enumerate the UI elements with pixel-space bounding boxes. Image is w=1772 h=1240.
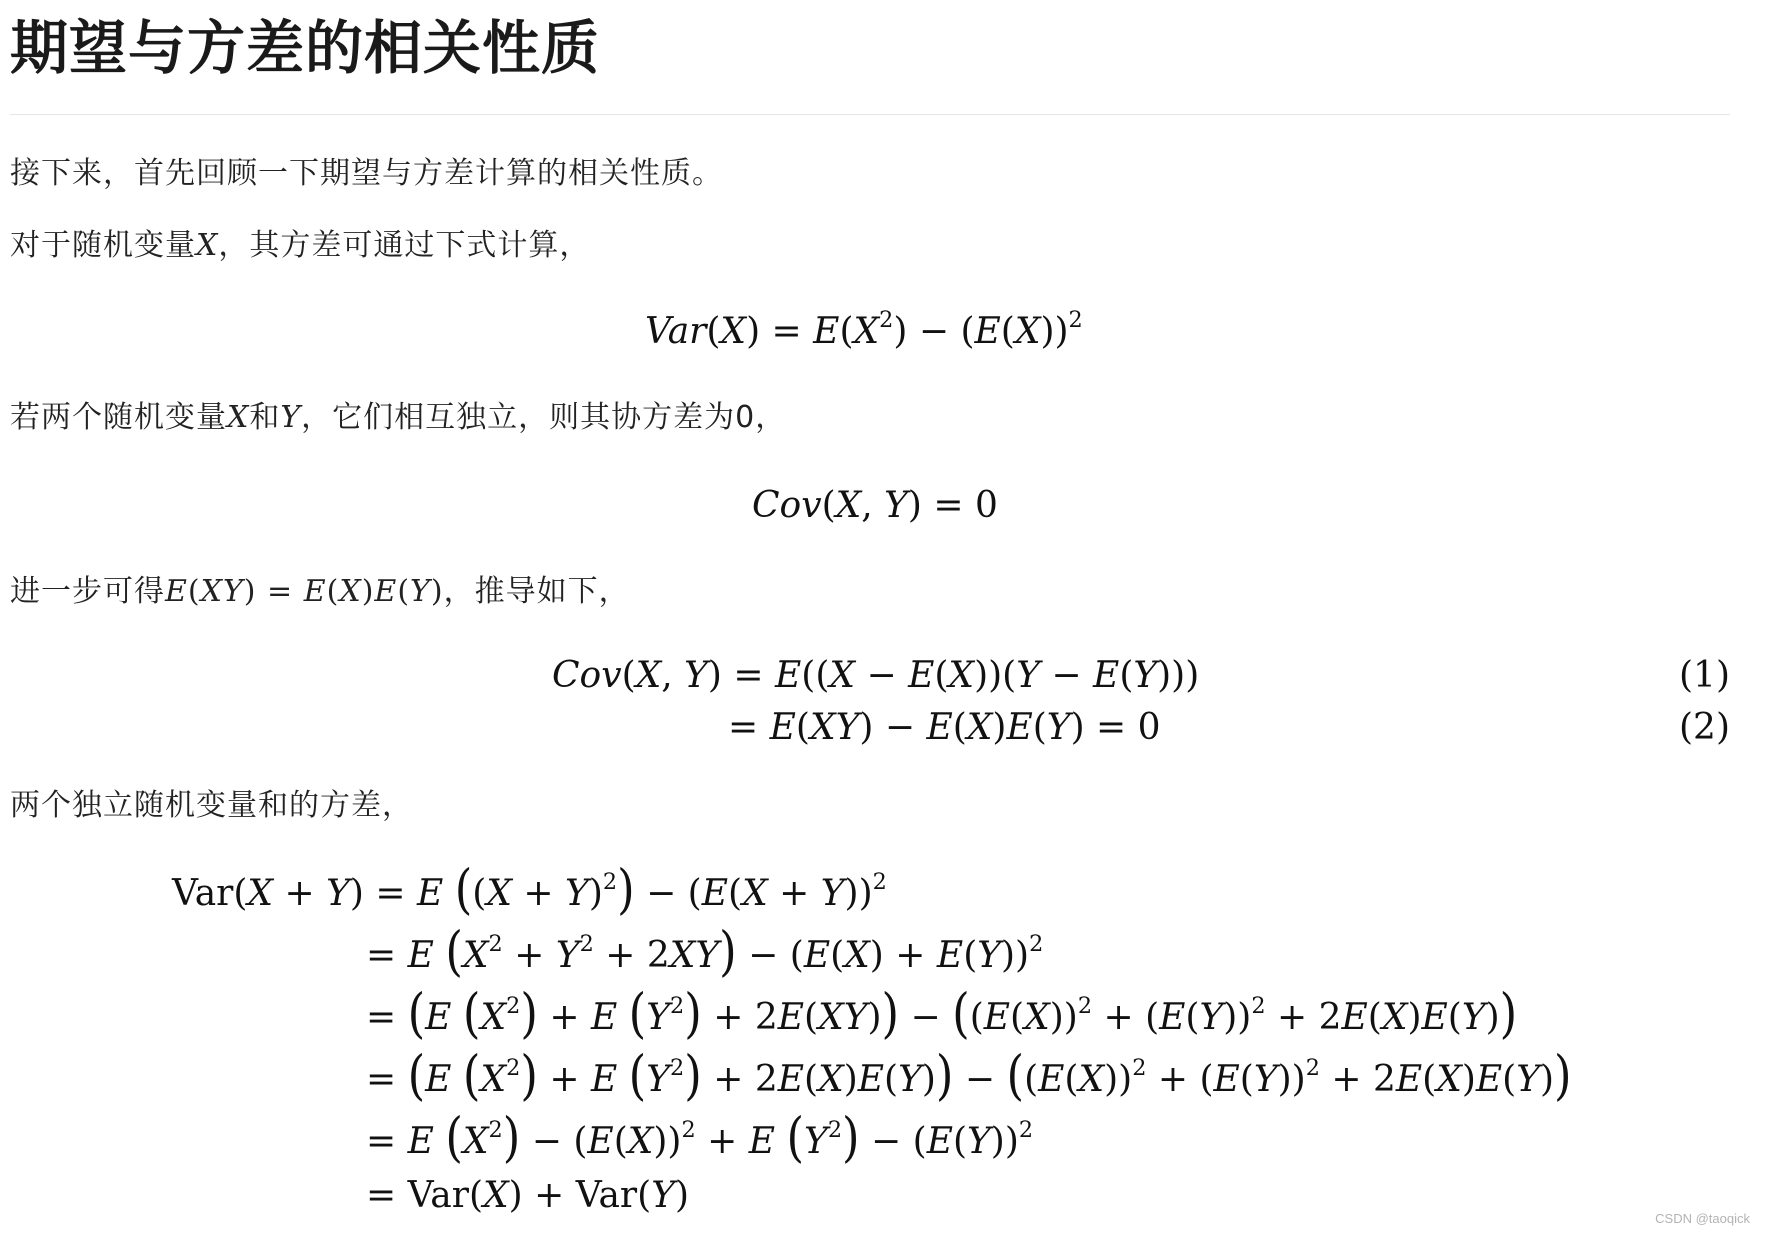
math-var-x: X [196, 228, 219, 263]
text: 若两个随机变量 [10, 400, 227, 435]
math-var-y: Y [280, 400, 302, 435]
sum-variance-line-1: Var(X + Y) = E $((X + Y)^2) - (E(X + Y))^2$ [172, 858, 887, 921]
math-var-x: X [227, 400, 250, 435]
intro-paragraph: 接下来，首先回顾一下期望与方差计算的相关性质。 [10, 156, 723, 191]
sum-variance-line-5: = E $(X^2) - (E(X))^2 + E$ $(Y^2) - (E(Y))^2$ [366, 1106, 1034, 1169]
covariance-intro-paragraph [10, 398, 786, 438]
title-divider [10, 114, 1730, 115]
text: ，推导如下， [443, 574, 630, 609]
sum-variance-line-2: = E $(X^2 + Y^2 + 2XY) - (E(X) + E(Y))^2$ [366, 920, 1044, 983]
covariance-zero-formula: Cov(X, Y) = 0 [752, 485, 998, 526]
sum-variance-line-3: = (E $(X^2) + E$ $(Y^2) + 2E(XY)) - ((E(X))^2 + (E(Y))^2 + 2E(X)E(Y))$ [366, 982, 1518, 1045]
expectation-product-paragraph [10, 572, 630, 612]
derivation-line-1: Cov(X, Y) = E((X − E(X))(Y − E(Y))) [552, 655, 1200, 696]
watermark: CSDN @taoqick [1655, 1211, 1750, 1226]
equation-number-1: (1) [1679, 655, 1730, 696]
sum-variance-line-6: = Var(X) + Var(Y) [366, 1175, 689, 1216]
text: ，其方差可通过下式计算， [218, 228, 591, 263]
equation-number-2: (2) [1679, 707, 1730, 748]
text: ，它们相互独立，则其协方差为0， [301, 400, 787, 435]
variance-formula: $Var(X) = E(X^2) - (E(X))^2$ [645, 306, 1083, 352]
sum-variance-paragraph: 两个独立随机变量和的方差， [10, 788, 413, 823]
inline-formula: E(XY) = E(X)E(Y) [165, 574, 444, 609]
page-title: 期望与方差的相关性质 [10, 14, 601, 82]
derivation-line-2: = E(XY) − E(X)E(Y) = 0 [728, 707, 1161, 748]
text: 对于随机变量 [10, 228, 196, 263]
text: 进一步可得 [10, 574, 165, 609]
text: 和 [249, 400, 281, 435]
variance-intro-paragraph [10, 226, 590, 266]
sum-variance-line-4: = (E $(X^2) + E$ $(Y^2) + 2E(X)E(Y)) - ((E(X))^2 + (E(Y))^2 + 2E(X)E(Y))$ [366, 1044, 1572, 1107]
